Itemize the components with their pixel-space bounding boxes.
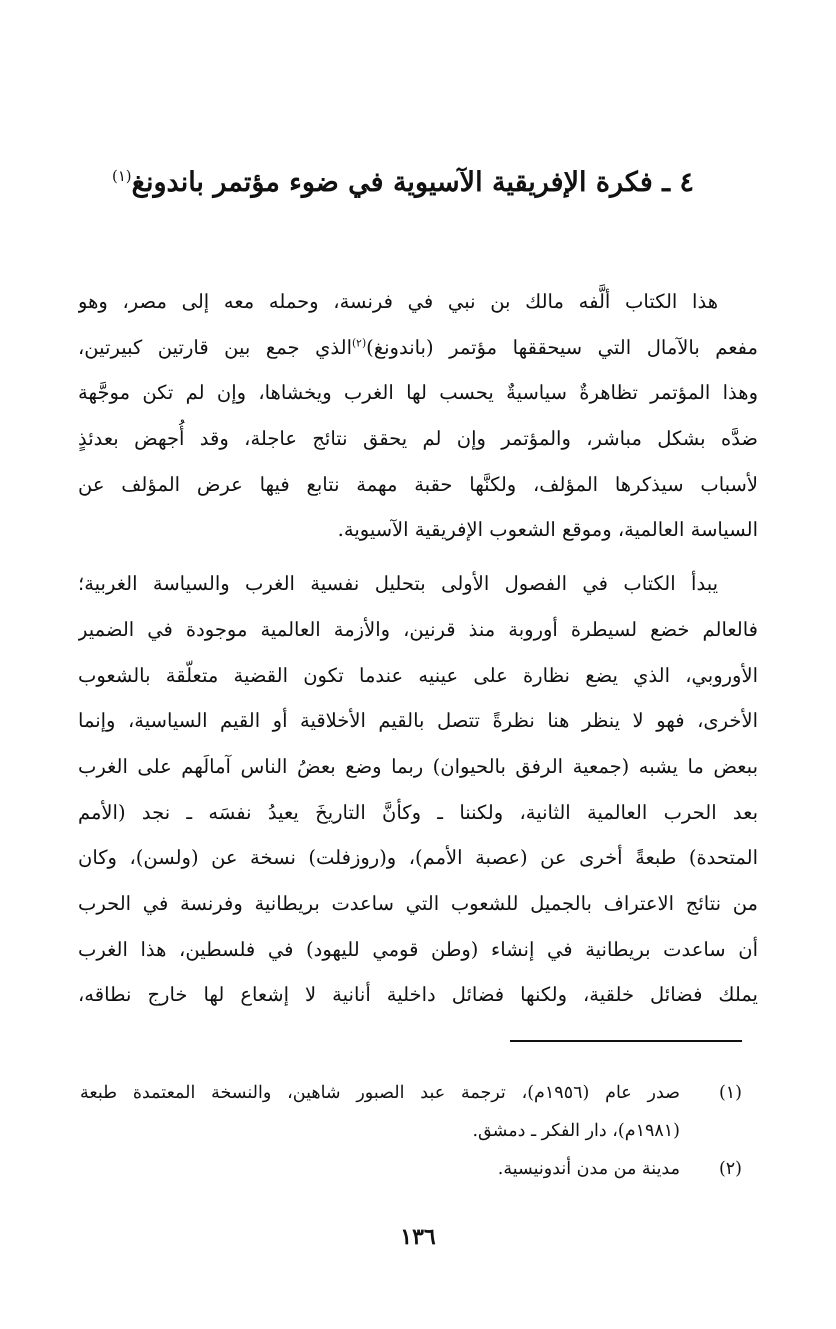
line-text: الأخرى، فهو لا ينظر هنا نظرةً تتصل بالقيم الأخلاقية أو القيم السياسية، وإنما: [78, 709, 758, 733]
line-text: المتحدة) طبعةً أخرى عن (عصبة الأمم)، و(روزفلت) نسخة عن (ولسن)، وكان: [78, 846, 758, 870]
line-text: من نتائج الاعتراف بالجميل للشعوب التي ساعدت بريطانية وفرنسة في الحرب: [78, 891, 758, 915]
line-text: لأسباب سيذكرها المؤلف، ولكنَّها حقبة مهمة نتابع فيها عرض المؤلف عن: [78, 472, 758, 496]
line-text-continued: الذي جمع بين قارتين كبيرتين،: [78, 335, 352, 359]
footnote-line: صدر عام (١٩٥٦م)، ترجمة عبد الصبور شاهين، والنسخة المعتمدة طبعة: [80, 1083, 680, 1103]
line-text: بعد الحرب العالمية الثانية، ولكننا ـ وكأنَّ التاريخَ يعيدُ نفسَه ـ نجد (الأمم: [78, 800, 758, 824]
line-text: السياسة العالمية، وموقع الشعوب الإفريقية الآسيوية.: [337, 518, 758, 542]
heading-footnote-ref: (١): [112, 167, 132, 185]
footnote-number: (١): [718, 1083, 742, 1103]
footnotes: [80, 1074, 742, 1188]
section-heading-text: ٤ ـ فكرة الإفريقية الآسيوية في ضوء مؤتمر باندونغ: [131, 167, 694, 198]
text-line: [78, 370, 758, 416]
text-line: [78, 698, 758, 744]
text-line: [78, 790, 758, 836]
paragraph-gap: [78, 553, 758, 561]
line-text: يملك فضائل خلقية، ولكنها فضائل داخلية أنانية لا إشعاع لها خارج نطاقه،: [78, 983, 758, 1007]
footnote-line: (١٩٨١م)، دار الفكر ـ دمشق.: [472, 1121, 680, 1141]
page-number: ١٣٦: [400, 1224, 436, 1250]
text-line: [78, 835, 758, 881]
footnote-item: [80, 1150, 742, 1188]
paragraph: [78, 279, 758, 553]
footnote-separator: [510, 1040, 742, 1042]
line-text: ببعض ما يشبه (جمعية الرفق بالحيوان) ربما وضع بعضُ الناس آمالَهم على الغرب: [78, 754, 758, 778]
line-text: أن ساعدت بريطانية في إنشاء (وطن قومي لليهود) في فلسطين، هذا الغرب: [78, 937, 758, 961]
text-line: [78, 653, 758, 699]
text-line: [78, 927, 758, 973]
paragraph: [78, 561, 758, 1018]
text-line: [78, 507, 758, 553]
text-line: [78, 561, 758, 607]
line-text: يبدأ الكتاب في الفصول الأولى بتحليل نفسية الغرب والسياسة الغربية؛: [78, 572, 718, 596]
footnote-number: (٢): [718, 1159, 742, 1179]
body-text: [78, 279, 758, 1018]
text-line: [78, 607, 758, 653]
text-line: [78, 416, 758, 462]
text-line: [78, 325, 758, 371]
line-text: الأوروبي، الذي يضع نظارة على عينيه عندما تكون القضية متعلّقة بالشعوب: [78, 663, 758, 687]
line-text: فالعالم خضع لسيطرة أوروبة منذ قرنين، والأزمة العالمية موجودة في الضمير: [78, 617, 758, 641]
text-line: [78, 744, 758, 790]
line-text: مفعم بالآمال التي سيحققها مؤتمر (باندونغ): [366, 335, 758, 359]
text-line: [78, 881, 758, 927]
footnote-item: [80, 1074, 742, 1150]
text-line: [78, 972, 758, 1018]
body-footnote-ref: (٢): [351, 336, 367, 350]
footnote-line: مدينة من مدن أندونيسية.: [497, 1159, 680, 1179]
text-line: [78, 279, 758, 325]
line-text: وهذا المؤتمر تظاهرةٌ سياسيةٌ يحسب لها الغرب ويخشاها، وإن لم تكن موجَّهة: [78, 381, 758, 405]
section-heading: [60, 158, 746, 208]
text-line: [78, 462, 758, 508]
line-text: ضدَّه بشكل مباشر، والمؤتمر وإن لم يحقق نتائج عاجلة، وقد أُجهض بعدئذٍ: [78, 427, 758, 451]
line-text: هذا الكتاب ألَّفه مالك بن نبي في فرنسة، وحمله معه إلى مصر، وهو: [78, 290, 718, 313]
